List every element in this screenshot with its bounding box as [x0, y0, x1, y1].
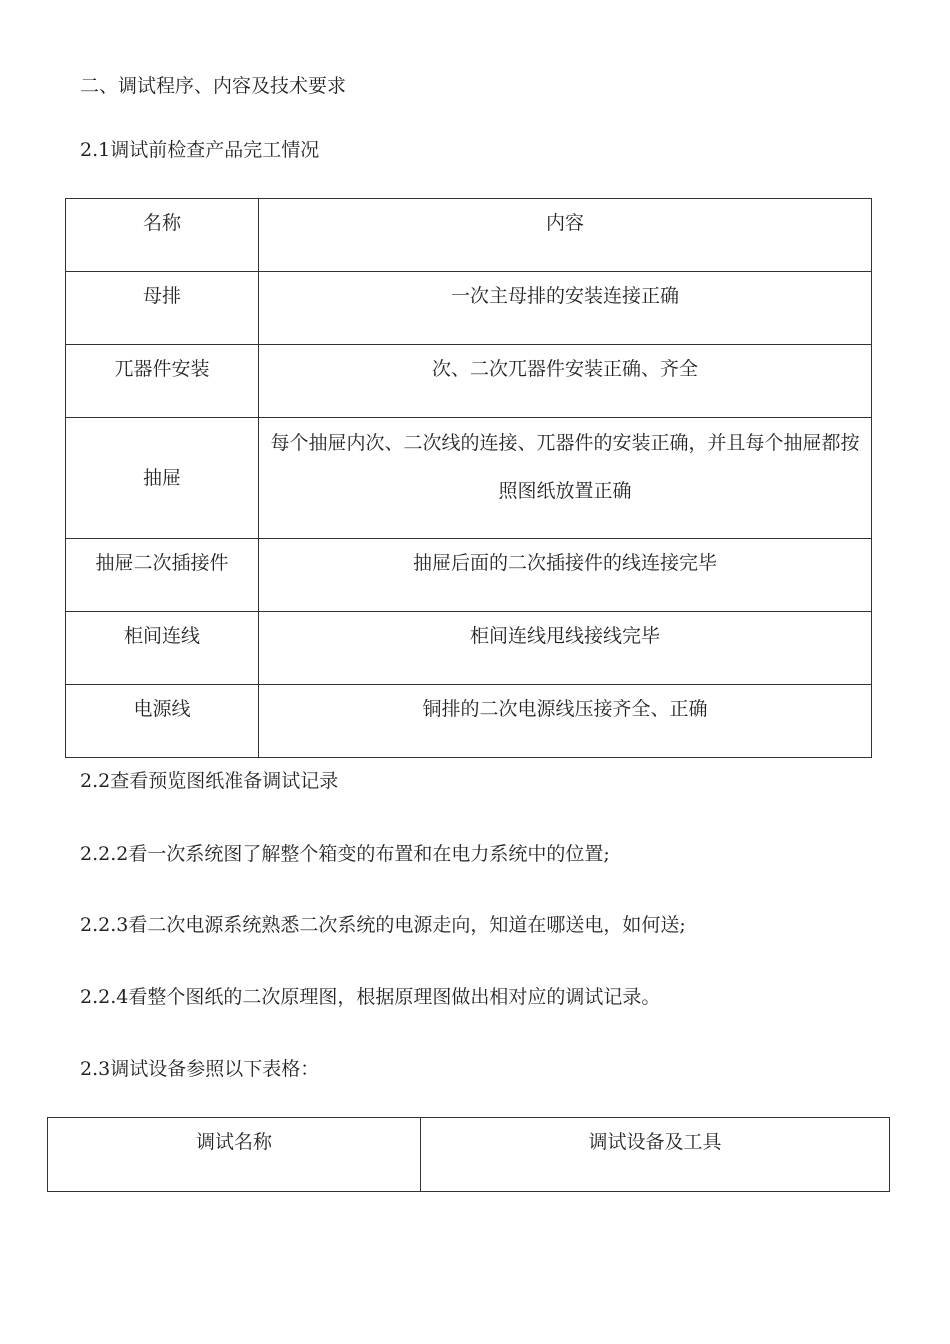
section-2-3-title: 2.3调试设备参照以下表格：	[80, 1058, 320, 1080]
item-2-2-2: 2.2.2看一次系统图了解整个箱变的布置和在电力系统中的位置;	[80, 843, 610, 865]
table-cell-content: 柜间连线甩线接线完毕	[259, 612, 872, 685]
table-header-row	[66, 199, 872, 272]
table-header-row	[48, 1118, 890, 1192]
table-row	[66, 685, 872, 758]
table-cell-content: 一次主母排的安装连接正确	[259, 272, 872, 345]
item-2-2-4: 2.2.4看整个图纸的二次原理图，根据原理图做出相对应的调试记录。	[80, 986, 661, 1008]
item-2-2-3: 2.2.3看二次电源系统熟悉二次系统的电源走向，知道在哪送电，如何送;	[80, 914, 686, 936]
table-cell-name: 柜间连线	[66, 612, 259, 685]
table-header-cell: 内容	[259, 199, 872, 272]
table-row	[66, 612, 872, 685]
table-row	[66, 539, 872, 612]
table-cell-name: 抽屉	[66, 418, 259, 539]
table-cell-name: 兀器件安装	[66, 345, 259, 418]
table-row	[66, 345, 872, 418]
table-header-cell: 名称	[66, 199, 259, 272]
table-cell-name: 抽屉二次插接件	[66, 539, 259, 612]
table-cell-name: 母排	[66, 272, 259, 345]
table-header-cell: 调试名称	[48, 1118, 421, 1192]
section-2-2-title: 2.2查看预览图纸准备调试记录	[80, 770, 339, 792]
section-2-1-title: 2.1调试前检查产品完工情况	[80, 139, 320, 161]
table-header-cell: 调试设备及工具	[421, 1118, 890, 1192]
table-cell-content: 铜排的二次电源线压接齐全、正确	[259, 685, 872, 758]
table-cell-content: 次、二次兀器件安装正确、齐全	[259, 345, 872, 418]
section-heading: 二、调试程序、内容及技术要求	[80, 75, 347, 97]
table-cell-name: 电源线	[66, 685, 259, 758]
table-cell-content: 抽屉后面的二次插接件的线连接完毕	[259, 539, 872, 612]
table-row	[66, 272, 872, 345]
product-check-table	[65, 198, 872, 758]
table-cell-content: 每个抽屉内次、二次线的连接、兀器件的安装正确，并且每个抽屉都按照图纸放置正确	[259, 418, 872, 539]
table-row	[66, 418, 872, 539]
test-equipment-table	[47, 1117, 890, 1192]
